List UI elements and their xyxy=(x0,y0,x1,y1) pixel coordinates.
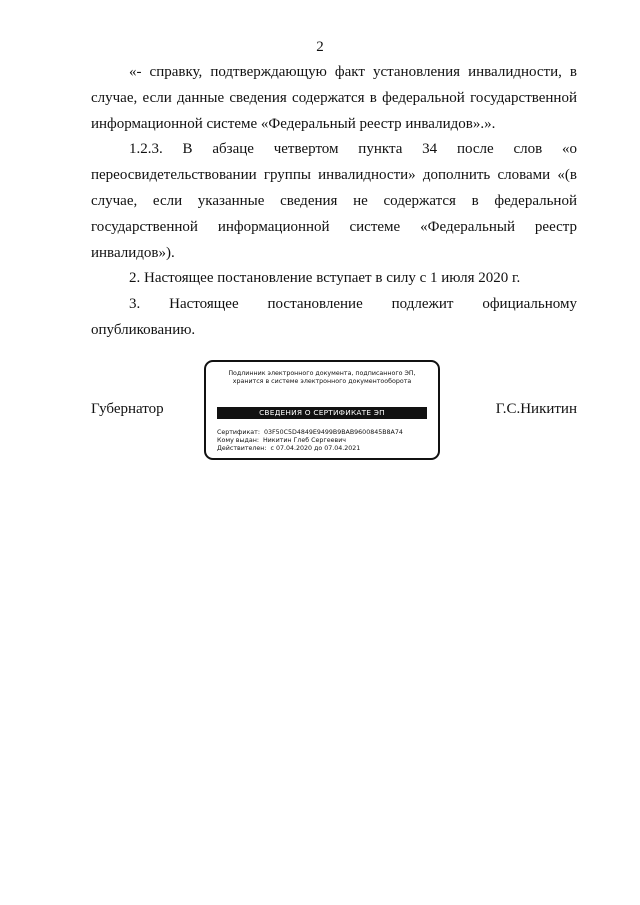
stamp-valid-line xyxy=(217,445,430,453)
stamp-note: Подлинник электронного документа, подписанного ЭП, хранится в системе электронного документооборота xyxy=(228,370,416,386)
signature-block xyxy=(91,360,577,464)
stamp-valid-value: с 07.04.2020 до 07.04.2021 xyxy=(270,445,361,453)
page-number: 2 xyxy=(316,39,324,55)
stamp-details xyxy=(217,429,430,454)
stamp-issued-to-label: Кому выдан: xyxy=(217,437,259,445)
paragraph-1-2-3: 1.2.3. В абзаце четвертом пункта 34 после слов «о переосвидетельствовании группы инвалидности» дополнить словами «(в случае, если указанные сведения не содержатся в федеральной государственной информационной системе «Федеральный реестр инвалидов»). xyxy=(91,141,577,261)
signer-name: Г.С.Никитин xyxy=(495,401,577,417)
electronic-signature-stamp xyxy=(204,360,440,460)
stamp-heading: СВЕДЕНИЯ О СЕРТИФИКАТЕ ЭП xyxy=(217,407,427,419)
document-body xyxy=(91,60,577,344)
paragraph-entry-into-force: 2. Настоящее постановление вступает в силу с 1 июля 2020 г. xyxy=(129,270,521,287)
stamp-valid-label: Действителен: xyxy=(217,445,267,453)
signer-title: Губернатор xyxy=(91,401,164,417)
paragraph-disability-certificate: «- справку, подтверждающую факт установления инвалидности, в случае, если данные сведения содержатся в федеральной государственной информационной системе «Федеральный реестр инвалидов».». xyxy=(91,64,577,132)
stamp-certificate-value: 03F50C5D4849E9499B9BAB9600845B8A74 xyxy=(263,429,403,436)
stamp-certificate-line xyxy=(217,429,430,437)
stamp-issued-to-value: Никитин Глеб Сергеевич xyxy=(262,437,347,445)
paragraph-publication: 3. Настоящее постановление подлежит официальному опубликованию. xyxy=(91,296,577,338)
stamp-certificate-label: Сертификат: xyxy=(217,429,260,436)
